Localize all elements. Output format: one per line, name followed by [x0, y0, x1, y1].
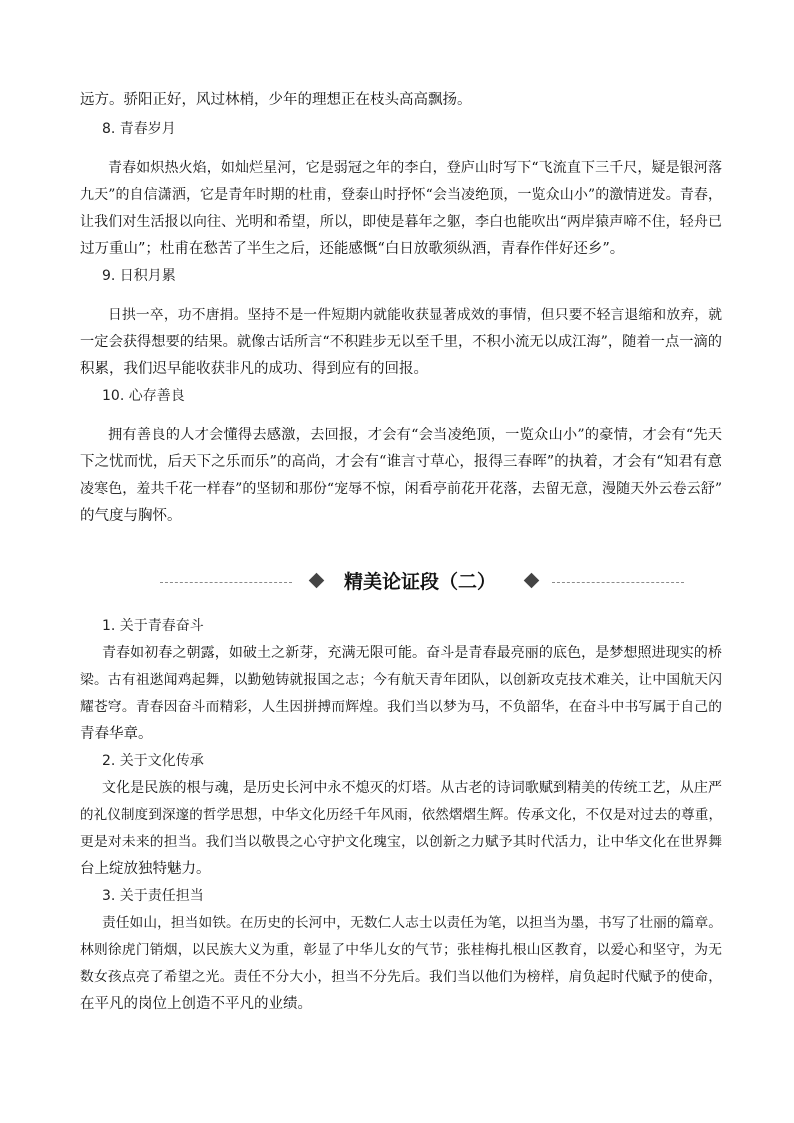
paragraph-line: 青春华章。 [80, 726, 153, 742]
paragraph-line: 的礼仪制度到深邃的哲学思想，中华文化历经千年风雨，依然熠熠生辉。传承文化，不仅是对过去的尊重， [80, 807, 722, 823]
section-heading-2: 2. 关于文化传承 [102, 753, 204, 769]
paragraph-line: 日拱一卒，功不唐捐。坚持不是一件短期内就能收获显著成效的事情，但只要不轻言退缩和放弃，就 [108, 307, 722, 323]
paragraph-line: 九天”的自信潇洒，它是青年时期的杜甫，登泰山时抒怀“会当凌绝顶，一览众山小”的激情迸发。青春， [80, 187, 722, 203]
section-heading-3: 3. 关于责任担当 [102, 888, 204, 904]
paragraph-line: 凌寒色，羞共千花一样春”的坚韧和那份“宠辱不惊，闲看亭前花开花落，去留无意，漫随天外云卷云舒” [80, 481, 722, 497]
paragraph-line: 积累，我们迟早能收获非凡的成功、得到应有的回报。 [80, 361, 428, 377]
paragraph-line: 的气度与胸怀。 [80, 508, 182, 524]
diamond-icon [524, 573, 540, 589]
paragraph-line: 青春如初春之朝露，如破土之新芽，充满无限可能。奋斗是青春最亮丽的底色，是梦想照进现实的桥 [102, 645, 722, 661]
paragraph-line: 下之忧而忧，后天下之乐而乐”的高尚，才会有“谁言寸草心，报得三春晖”的执着，才会有“知君有意 [80, 454, 722, 470]
paragraph-line: 更是对未来的担当。我们当以敬畏之心守护文化瑰宝，以创新之力赋予其时代活力，让中华文化在世界舞 [80, 834, 722, 850]
paragraph-line: 林则徐虎门销烟，以民族大义为重，彰显了中华儿女的气节；张桂梅扎根山区教育，以爱心和坚守，为无 [80, 942, 722, 958]
paragraph-line: 青春如炽热火焰，如灿烂星河，它是弱冠之年的李白，登庐山时写下“飞流直下三千尺，疑是银河落 [108, 160, 722, 176]
paragraph-line: 让我们对生活报以向往、光明和希望，所以，即使是暮年之躯，李白也能吹出“两岸猿声啼不住，轻舟已 [80, 214, 722, 230]
section-heading-1: 1. 关于青春奋斗 [102, 618, 204, 634]
section-heading-8: 8. 青春岁月 [102, 121, 176, 137]
paragraph-line: 数女孩点亮了希望之光。责任不分大小，担当不分先后。我们当以他们为榜样，肩负起时代赋予的使命， [80, 969, 722, 985]
section-heading-9: 9. 日积月累 [102, 268, 176, 284]
banner-divider-right [552, 582, 684, 583]
diamond-icon [309, 573, 325, 589]
banner-title: 精美论证段（二） [343, 571, 496, 593]
section-banner [160, 568, 684, 596]
section-heading-10: 10. 心存善良 [102, 388, 185, 404]
paragraph-line: 在平凡的岗位上创造不平凡的业绩。 [80, 996, 312, 1012]
paragraph-line: 远方。骄阳正好，风过林梢，少年的理想正在枝头高高飘扬。 [80, 92, 472, 108]
banner-divider-left [160, 582, 292, 583]
paragraph-line: 责任如山，担当如铁。在历史的长河中，无数仁人志士以责任为笔，以担当为墨，书写了壮丽的篇章。 [102, 915, 722, 931]
paragraph-line: 台上绽放独特魅力。 [80, 861, 211, 877]
paragraph-line: 一定会获得想要的结果。就像古话所言“不积跬步无以至千里，不积小流无以成江海”，随着一点一滴的 [80, 334, 722, 350]
paragraph-line: 过万重山”；杜甫在愁苦了半生之后，还能感慨“白日放歌须纵酒，青春作伴好还乡”。 [80, 241, 625, 257]
paragraph-line: 文化是民族的根与魂，是历史长河中永不熄灭的灯塔。从古老的诗词歌赋到精美的传统工艺，从庄严 [102, 780, 722, 796]
paragraph-line: 拥有善良的人才会懂得去感激，去回报，才会有“会当凌绝顶，一览众山小”的豪情，才会有“先天 [108, 427, 722, 443]
paragraph-line: 耀苍穹。青春因奋斗而精彩，人生因拼搏而辉煌。我们当以梦为马，不负韶华，在奋斗中书写属于自己的 [80, 699, 722, 715]
paragraph-line: 梁。古有祖逖闻鸡起舞，以勤勉铸就报国之志；今有航天青年团队，以创新攻克技术难关，让中国航天闪 [80, 672, 722, 688]
